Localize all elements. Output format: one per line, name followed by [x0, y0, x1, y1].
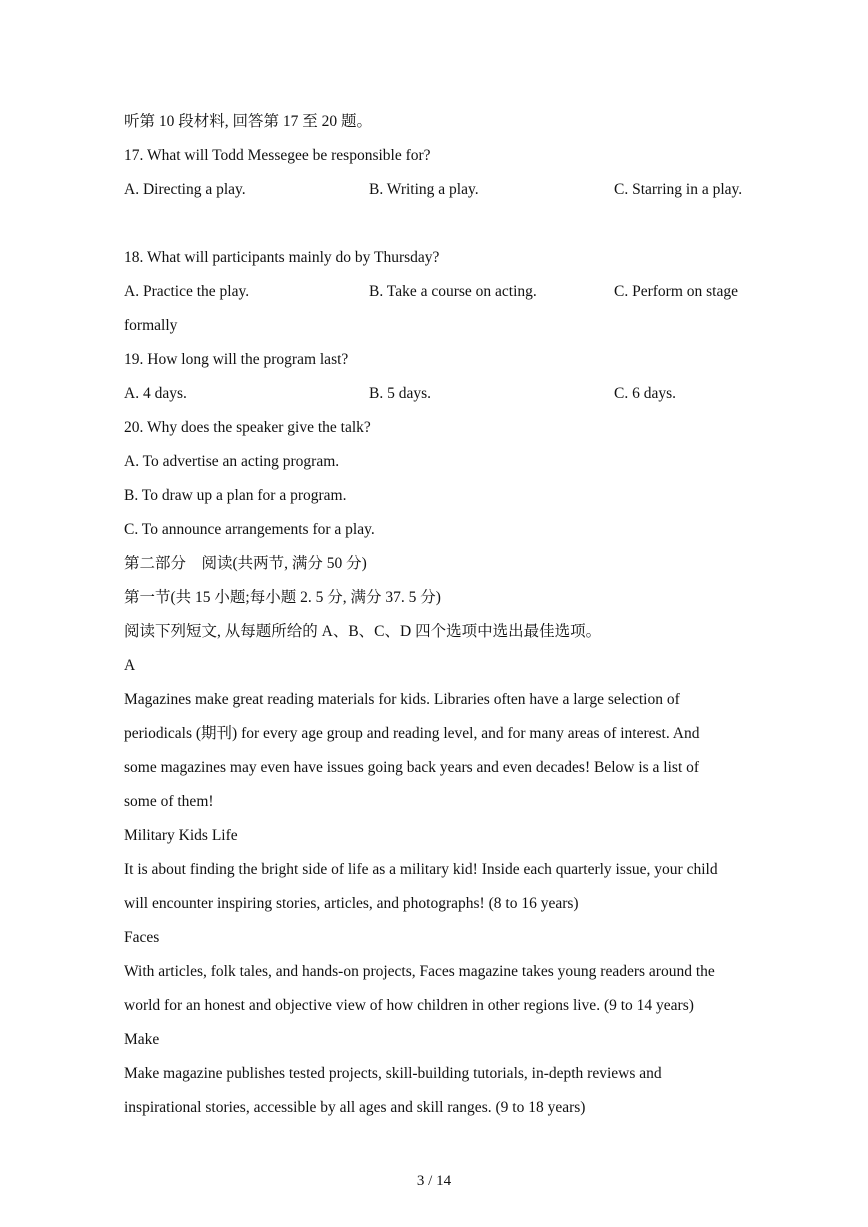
- question-20-option-c: C. To announce arrangements for a play.: [124, 521, 375, 538]
- question-18-stem: 18. What will participants mainly do by Thursday?: [124, 249, 440, 266]
- passage-label: A: [124, 657, 136, 674]
- magazine-description-line: will encounter inspiring stories, articles, and photographs! (8 to 16 years): [124, 895, 579, 912]
- reading-instruction: 阅读下列短文, 从每题所给的 A、B、C、D 四个选项中选出最佳选项。: [124, 623, 602, 640]
- question-20-option-b: B. To draw up a plan for a program.: [124, 487, 347, 504]
- magazine-title: Faces: [124, 929, 160, 946]
- magazine-description-line: inspirational stories, accessible by all ages and skill ranges. (9 to 18 years): [124, 1099, 586, 1116]
- question-18-option-a: A. Practice the play.: [124, 283, 250, 300]
- section-one-heading: 第一节(共 15 小题;每小题 2. 5 分, 满分 37. 5 分): [124, 589, 441, 606]
- page-number: 3 / 14: [416, 1173, 452, 1189]
- question-17-stem: 17. What will Todd Messegee be responsible for?: [124, 147, 431, 164]
- question-17-option-b: B. Writing a play.: [369, 181, 479, 198]
- question-17-option-c: C. Starring in a play.: [614, 181, 743, 198]
- question-18-option-c-wrap: formally: [124, 317, 178, 334]
- question-18-option-b: B. Take a course on acting.: [369, 283, 537, 300]
- section-intro: 听第 10 段材料, 回答第 17 至 20 题。: [124, 113, 373, 130]
- question-20-stem: 20. Why does the speaker give the talk?: [124, 419, 371, 436]
- magazine-description-line: Make magazine publishes tested projects, skill-building tutorials, in-depth reviews and: [124, 1065, 662, 1082]
- magazine-title: Make: [124, 1031, 160, 1048]
- question-19-option-b: B. 5 days.: [369, 385, 431, 402]
- magazine-description-line: It is about finding the bright side of life as a military kid! Inside each quarterly issue, your child: [124, 861, 718, 878]
- passage-intro-line: periodicals (期刊) for every age group and reading level, and for many areas of interest. And: [124, 725, 700, 742]
- question-19-option-c: C. 6 days.: [614, 385, 676, 402]
- question-19-option-a: A. 4 days.: [124, 385, 187, 402]
- question-18-option-c: C. Perform on stage: [614, 283, 738, 300]
- part-two-heading: 第二部分 阅读(共两节, 满分 50 分): [124, 555, 367, 572]
- passage-intro-line: some magazines may even have issues going back years and even decades! Below is a list of: [124, 759, 700, 776]
- magazine-description-line: With articles, folk tales, and hands-on projects, Faces magazine takes young readers around the: [124, 963, 715, 980]
- question-17-option-a: A. Directing a play.: [124, 181, 246, 198]
- question-20-option-a: A. To advertise an acting program.: [124, 453, 340, 470]
- passage-intro-line: Magazines make great reading materials for kids. Libraries often have a large selection of: [124, 691, 680, 708]
- question-19-stem: 19. How long will the program last?: [124, 351, 349, 368]
- passage-intro-line: some of them!: [124, 793, 214, 810]
- magazine-description-line: world for an honest and objective view of how children in other regions live. (9 to 14 years): [124, 997, 694, 1014]
- magazine-title: Military Kids Life: [124, 827, 238, 844]
